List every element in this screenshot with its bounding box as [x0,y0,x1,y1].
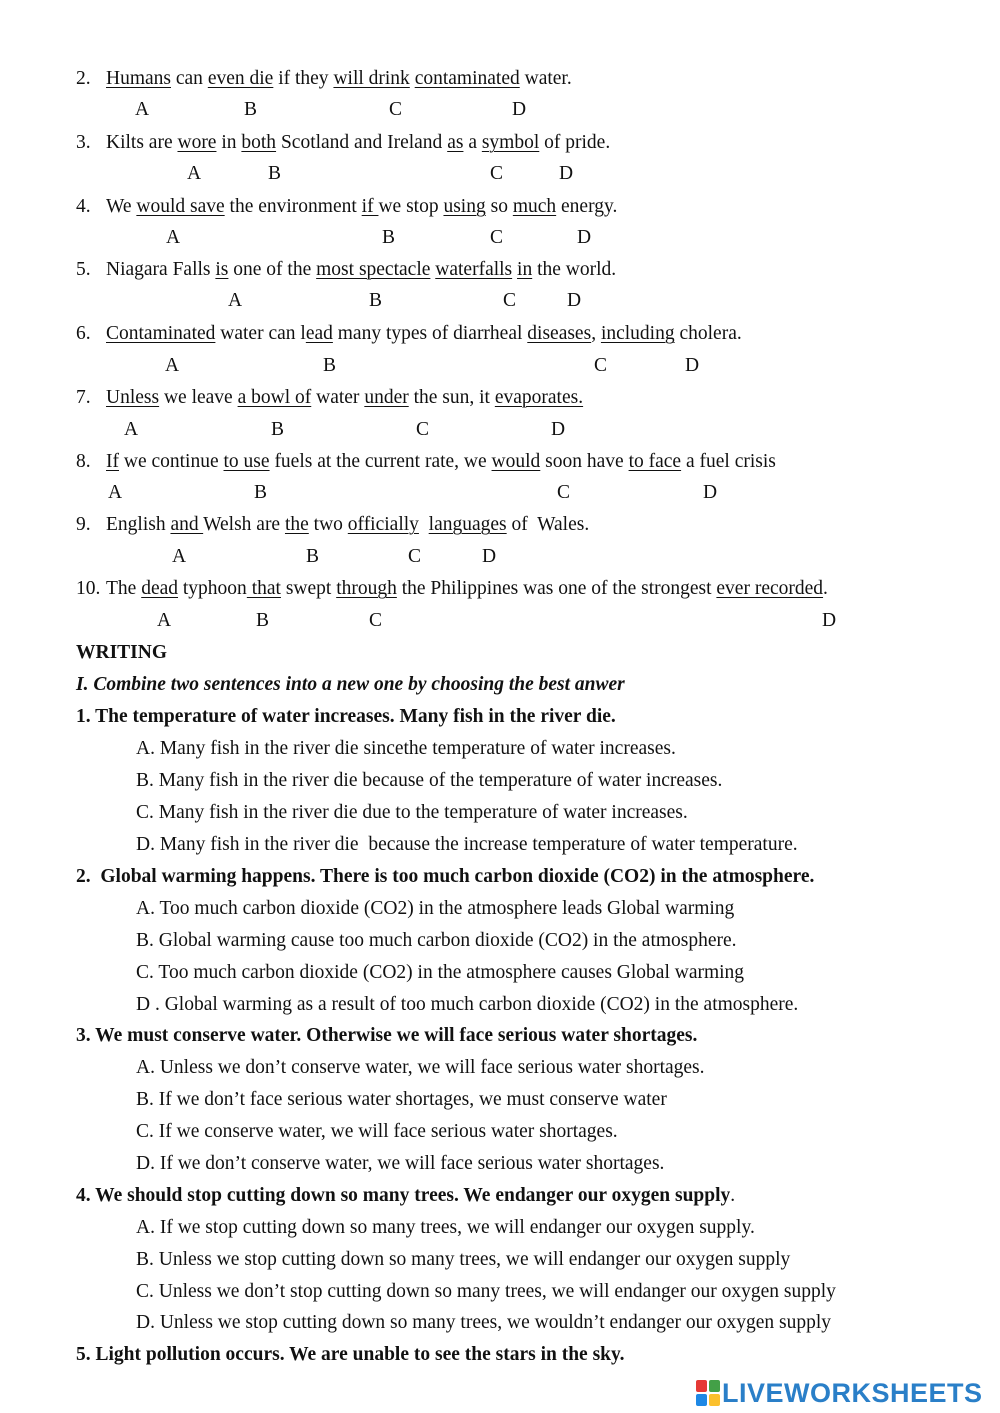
item-number: 4. [76,196,91,217]
choice-label-b: B [271,419,285,440]
plain-segment: we continue [119,451,224,472]
question-1-prompt: 1. The temperature of water increases. Many fish in the river die. [76,706,616,727]
underlined-segment: evaporates. [494,387,584,408]
underlined-segment: the [284,514,309,535]
plain-segment: the environment [224,196,362,217]
choice-label-c: C [369,610,383,631]
choice-label-d: D [551,419,566,440]
underlined-segment: waterfalls [435,259,513,280]
choice-label-a: A [135,99,150,120]
plain-segment: the world. [532,259,617,280]
plain-segment: many types of diarrheal [332,323,528,344]
underlined-segment: a bowl of [237,387,312,408]
underlined-segment: Humans [106,68,171,89]
choice-label-a: A [157,610,172,631]
underlined-segment: would [491,451,541,472]
writing-heading: WRITING [76,642,168,663]
plain-segment: Kilts are [106,132,178,153]
plain-segment: water [311,387,365,408]
item-sentence [106,322,742,346]
question-4-option-d[interactable]: D. Unless we stop cutting down so many trees, we wouldn’t endanger our oxygen supply [136,1312,832,1333]
underlined-segment: ead [305,323,333,344]
choice-label-d: D [482,546,497,567]
choice-label-c: C [490,227,504,248]
plain-segment: English [106,514,171,535]
plain-segment: if they [273,68,334,89]
item-number: 6. [76,323,91,344]
choice-label-d: D [559,163,574,184]
underlined-segment: much [512,196,557,217]
question-1-option-b[interactable]: B. Many fish in the river die because of the temperature of water increases. [136,770,723,791]
choice-label-b: B [369,290,383,311]
underlined-segment: and [170,514,204,535]
item-number: 3. [76,132,91,153]
plain-segment: The [106,578,142,599]
plain-segment: in [216,132,242,153]
plain-segment: fuels at the current rate, we [269,451,492,472]
liveworksheets-logo-icon [696,1380,720,1406]
question-3-option-b[interactable]: B. If we don’t face serious water shortages, we must conserve water [136,1089,667,1110]
plain-segment: Niagara Falls [106,259,216,280]
item-sentence [106,386,583,410]
plain-segment: we stop [378,196,444,217]
choice-label-d: D [567,290,582,311]
question-4-prompt-tail: . [730,1185,736,1206]
item-sentence [106,577,828,601]
plain-segment: energy. [556,196,618,217]
question-1-option-a[interactable]: A. Many fish in the river die sincethe temperature of water increases. [136,738,676,759]
choice-label-d: D [822,610,837,631]
question-3-option-a[interactable]: A. Unless we don’t conserve water, we will face serious water shortages. [136,1057,705,1078]
underlined-segment: even die [207,68,274,89]
plain-segment: the Philippines was one of the strongest [396,578,717,599]
choice-label-b: B [323,355,337,376]
plain-segment: of Wales. [506,514,590,535]
liveworksheets-logo-text: LIVEWORKSHEETS [722,1377,983,1408]
choice-label-a: A [187,163,202,184]
plain-segment: typhoon [178,578,247,599]
underlined-segment: diseases [527,323,592,344]
logo-square-green [709,1380,720,1392]
question-2-option-a[interactable]: A. Too much carbon dioxide (CO2) in the atmosphere leads Global warming [136,898,735,919]
choice-label-d: D [685,355,700,376]
choice-label-b: B [244,99,258,120]
underlined-segment: including [600,323,675,344]
underlined-segment: under [364,387,409,408]
choice-label-b: B [254,482,268,503]
item-number: 5. [76,259,91,280]
underlined-segment: to use [223,451,270,472]
underlined-segment: would save [136,196,225,217]
choice-label-c: C [490,163,504,184]
underlined-segment: will drink [333,68,410,89]
choice-label-b: B [268,163,282,184]
item-sentence [106,258,616,282]
item-sentence [106,131,610,155]
underlined-segment: through [336,578,397,599]
choice-label-c: C [389,99,403,120]
plain-segment: the sun, it [408,387,495,408]
choice-label-d: D [703,482,718,503]
choice-label-b: B [306,546,320,567]
plain-segment: we leave [159,387,238,408]
item-number: 2. [76,68,91,89]
question-4-option-b[interactable]: B. Unless we stop cutting down so many trees, we will endanger our oxygen supply [136,1249,791,1270]
writing-instruction: I. Combine two sentences into a new one by choosing the best anwer [76,674,625,695]
choice-label-c: C [408,546,422,567]
logo-square-yellow [709,1394,720,1406]
item-sentence [106,67,572,91]
choice-label-c: C [594,355,608,376]
logo-square-blue [696,1394,707,1406]
plain-segment: can [171,68,208,89]
question-1-option-c[interactable]: C. Many fish in the river die due to the temperature of water increases. [136,802,688,823]
item-number: 9. [76,514,91,535]
question-2-prompt: 2. Global warming happens. There is too much carbon dioxide (CO2) in the atmosphere. [76,866,815,887]
underlined-segment: dead [141,578,179,599]
question-2-option-c[interactable]: C. Too much carbon dioxide (CO2) in the atmosphere causes Global warming [136,962,745,983]
choice-label-d: D [512,99,527,120]
choice-label-a: A [228,290,243,311]
plain-segment: Scotland and Ireland [276,132,448,153]
underlined-segment: symbol [481,132,540,153]
choice-label-b: B [382,227,396,248]
plain-segment: Welsh are [203,514,285,535]
underlined-segment: most spectacle [316,259,431,280]
choice-label-b: B [256,610,270,631]
question-4-prompt-text: 4. We should stop cutting down so many trees. We endanger our oxygen supply [76,1185,731,1206]
plain-segment: water can l [215,323,306,344]
choice-label-a: A [108,482,123,503]
plain-segment: We [106,196,137,217]
plain-segment: . [823,578,828,599]
underlined-segment: that [246,578,281,599]
item-sentence [106,450,776,474]
underlined-segment: in [517,259,533,280]
underlined-segment: as [447,132,464,153]
plain-segment: one of the [228,259,317,280]
question-4-prompt [76,1184,735,1208]
item-number: 10. [76,578,101,599]
item-sentence [106,195,617,219]
choice-label-a: A [124,419,139,440]
question-2-option-b[interactable]: B. Global warming cause too much carbon dioxide (CO2) in the atmosphere. [136,930,737,951]
underlined-segment: contaminated [414,68,520,89]
plain-segment: swept [280,578,337,599]
underlined-segment: officially [347,514,419,535]
choice-label-c: C [416,419,430,440]
logo-square-red [696,1380,707,1392]
underlined-segment: languages [428,514,507,535]
plain-segment: of pride. [539,132,611,153]
choice-label-d: D [577,227,592,248]
liveworksheets-logo [696,1376,996,1410]
choice-label-a: A [165,355,180,376]
item-number: 7. [76,387,91,408]
question-4-option-c[interactable]: C. Unless we don’t stop cutting down so many trees, we will endanger our oxygen supply [136,1281,836,1302]
question-4-option-a[interactable]: A. If we stop cutting down so many trees, we will endanger our oxygen supply. [136,1217,755,1238]
plain-segment: so [485,196,513,217]
item-number: 8. [76,451,91,472]
underlined-segment: using [443,196,486,217]
question-3-option-d[interactable]: D. If we don’t conserve water, we will face serious water shortages. [136,1153,665,1174]
underlined-segment: Unless [106,387,160,408]
underlined-segment: Contaminated [106,323,216,344]
question-5-prompt: 5. Light pollution occurs. We are unable to see the stars in the sky. [76,1344,625,1365]
choice-label-c: C [503,290,517,311]
question-2-option-d[interactable]: D . Global warming as a result of too much carbon dioxide (CO2) in the atmosphere. [136,994,799,1015]
underlined-segment: ever recorded [716,578,824,599]
plain-segment: cholera. [674,323,742,344]
choice-label-a: A [172,546,187,567]
plain-segment: a [463,132,482,153]
underlined-segment: both [241,132,277,153]
underlined-segment: wore [177,132,217,153]
question-3-option-c[interactable]: C. If we conserve water, we will face serious water shortages. [136,1121,618,1142]
item-sentence [106,513,589,537]
plain-segment: water. [519,68,572,89]
plain-segment: a fuel crisis [681,451,776,472]
choice-label-a: A [166,227,181,248]
plain-segment: soon have [540,451,629,472]
underlined-segment: is [215,259,229,280]
question-3-prompt: 3. We must conserve water. Otherwise we will face serious water shortages. [76,1025,698,1046]
underlined-segment: to face [628,451,682,472]
choice-label-c: C [557,482,571,503]
plain-segment: two [308,514,348,535]
plain-segment [419,514,429,535]
underlined-segment: if [361,196,379,217]
question-1-option-d[interactable]: D. Many fish in the river die because the increase temperature of water temperature. [136,834,798,855]
underlined-segment: If [106,451,119,472]
plain-segment: , [591,323,601,344]
